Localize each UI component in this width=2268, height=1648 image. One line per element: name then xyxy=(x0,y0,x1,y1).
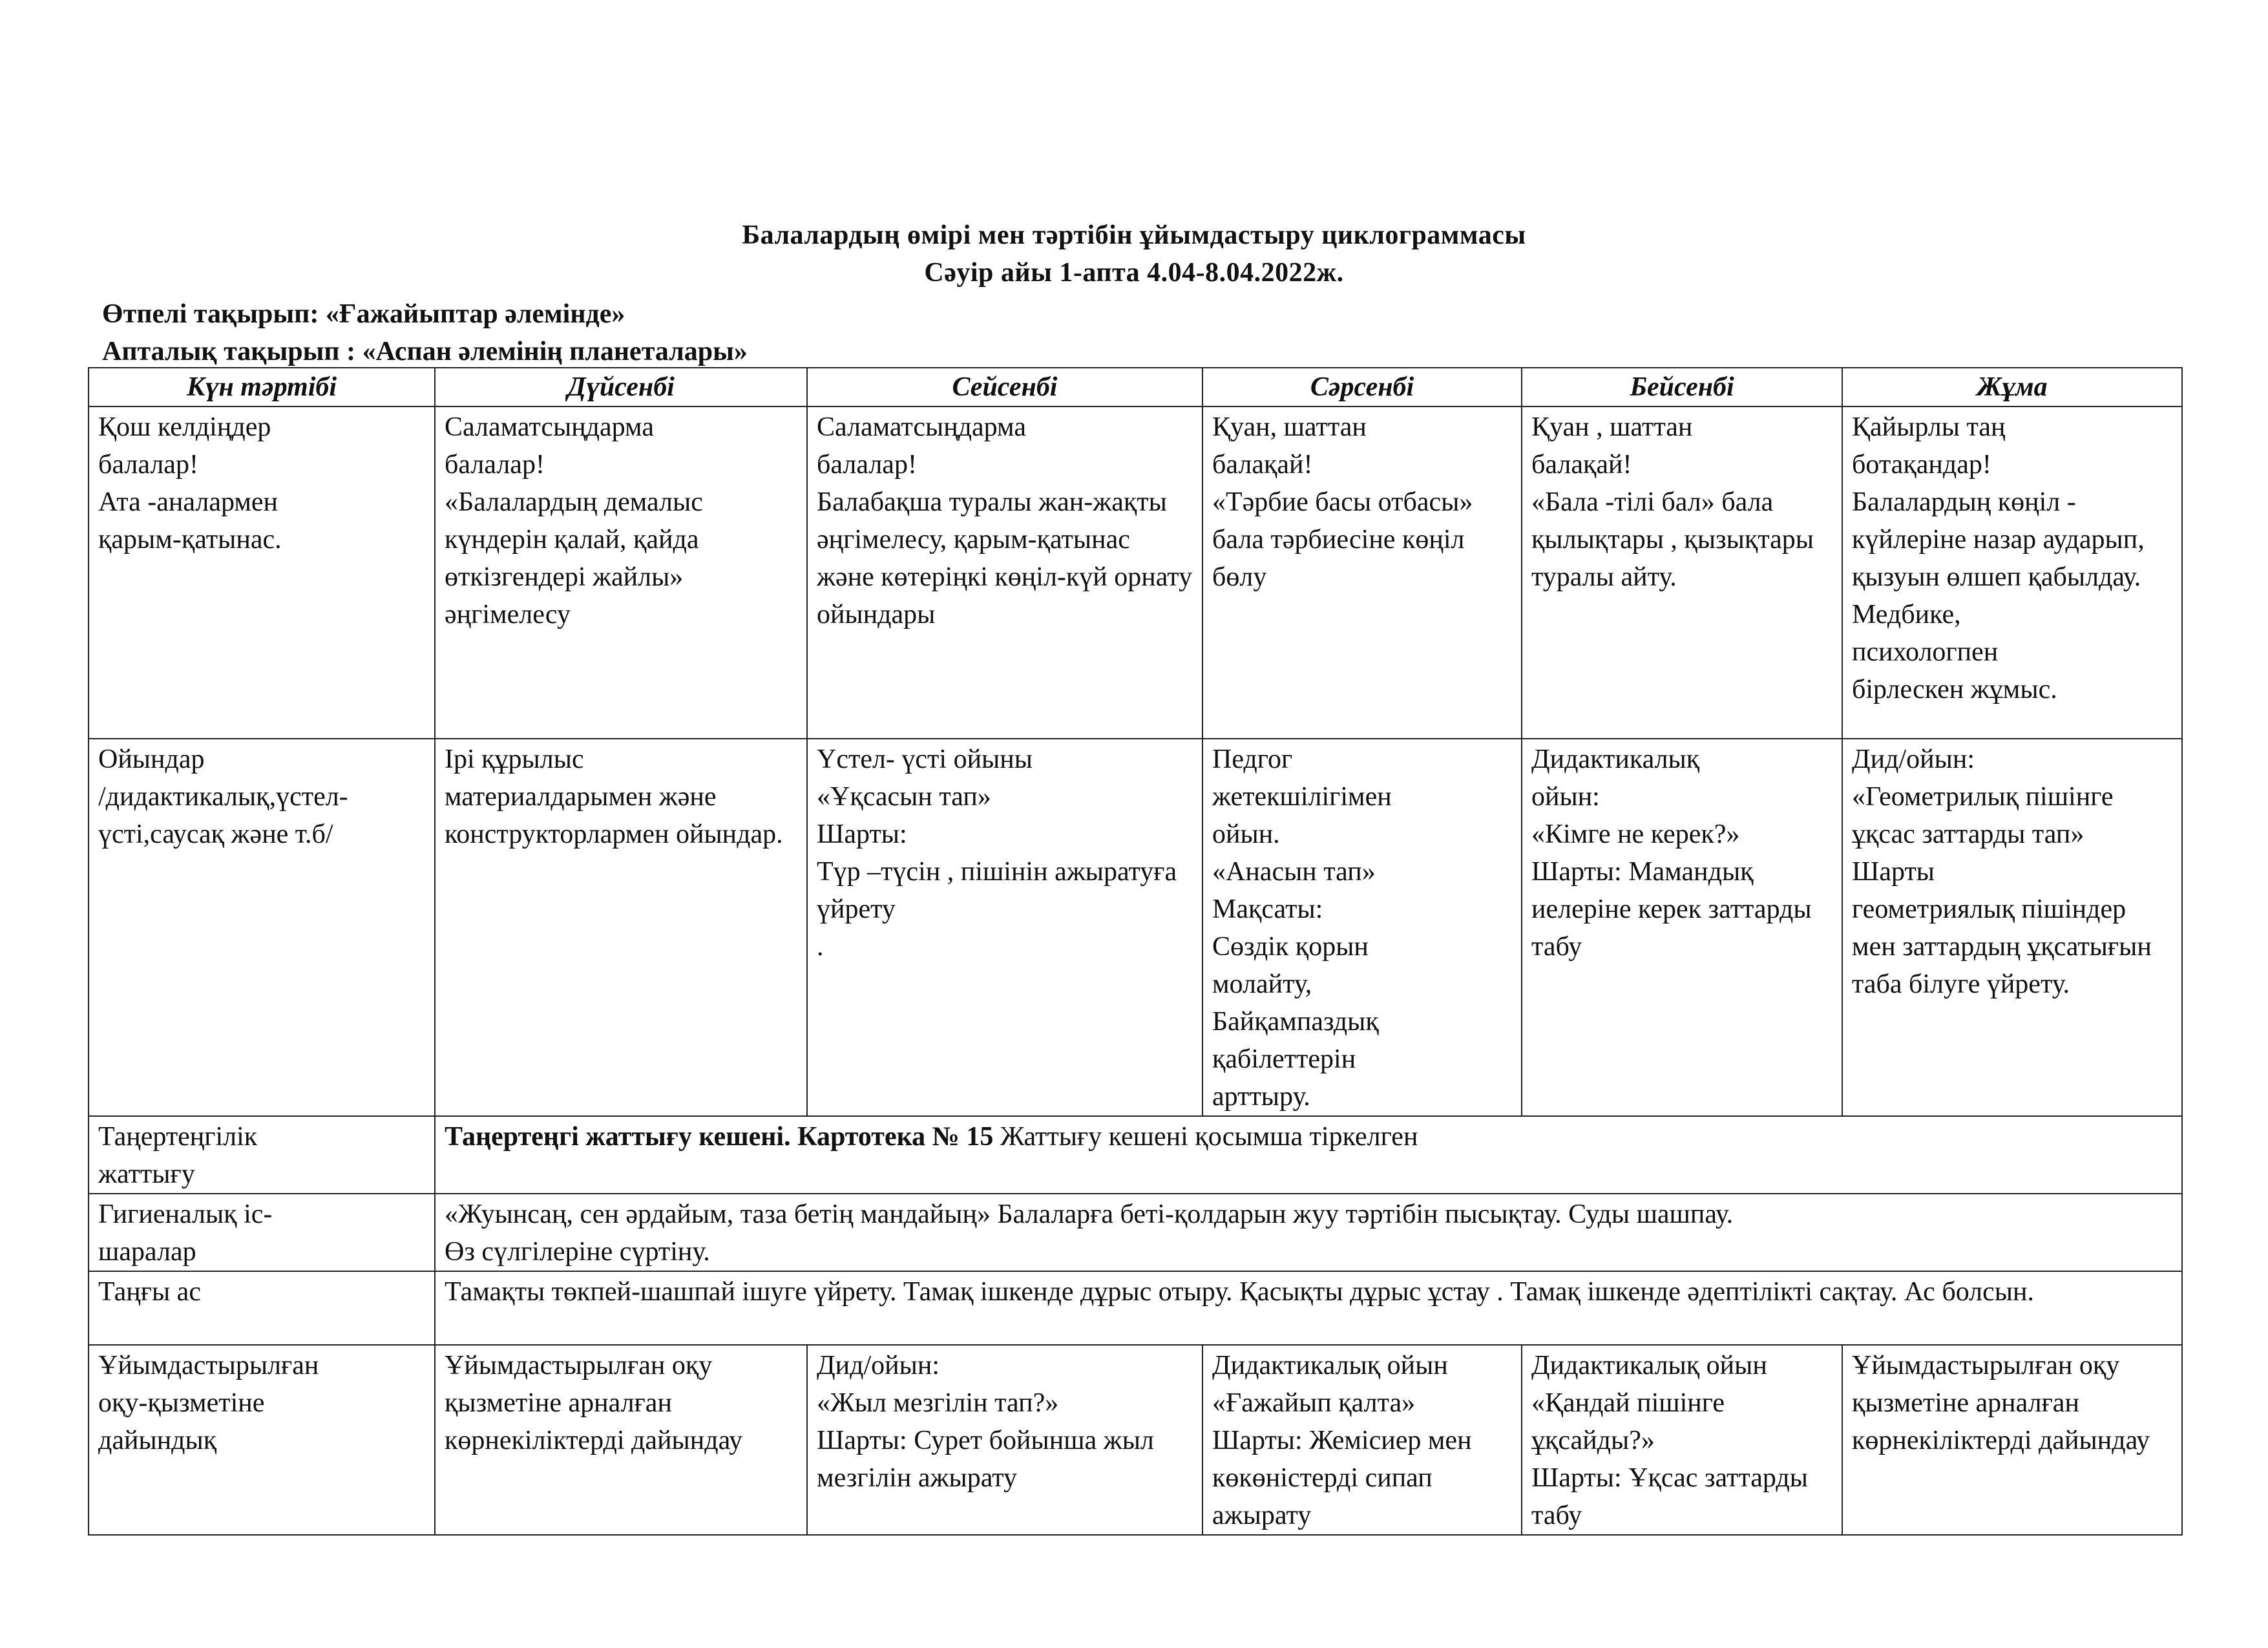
table-row xyxy=(89,1116,2182,1194)
table-cell: Педгог жетекшілігімен ойын. «Анасын тап» Мақсаты: Сөздік қорын молайту, Байқампаздық қабілеттерін арттыру. xyxy=(1202,739,1522,1116)
table-cell: Саламатсыңдарма балалар! «Балалардың демалыс күндерін қалай, қайда өткізгендері жайлы» әңгімелесу xyxy=(435,407,807,739)
merged-cell: Тамақты төкпей-шашпай ішуге үйрету. Тамақ ішкенде дұрыс отыру. Қасықты дұрыс ұстау . Тамақ ішкенде әдептілікті сақтау. Ас болсын. xyxy=(435,1271,2182,1345)
column-header: Жұма xyxy=(1842,368,2182,407)
table-cell: Қуан, шаттан балақай! «Тәрбие басы отбасы» бала тәрбиесіне көңіл бөлу xyxy=(1202,407,1522,739)
table-cell: Дидактикалық ойын «Қандай пішінге ұқсайды?» Шарты: Ұқсас заттарды табу xyxy=(1522,1345,1842,1535)
row-label: Таңертеңгілік жаттығу xyxy=(89,1116,435,1194)
table-cell: Дидактикалық ойын «Ғажайып қалта» Шарты: Жемісиер мен көкөністерді сипап ажырату xyxy=(1202,1345,1522,1535)
weekly-topic: Апталық тақырып : «Аспан әлемінің планеталары» xyxy=(102,337,748,366)
row-label: Ұйымдастырылған оқу-қызметіне дайындық xyxy=(89,1345,435,1535)
table-cell: Ірі құрылыс материалдарымен және конструкторлармен ойындар. xyxy=(435,739,807,1116)
table-row xyxy=(89,1345,2182,1535)
table-cell: Дид/ойын: «Геометрилық пішінге ұқсас заттарды тап» Шарты геометриялық пішіндер мен заттардың ұқсатығын таба білуге үйрету. xyxy=(1842,739,2182,1116)
table-row xyxy=(89,1271,2182,1345)
schedule-table xyxy=(88,367,2183,1536)
page-subtitle: Сәуір айы 1-апта 4.04-8.04.2022ж. xyxy=(924,258,1344,288)
row-label: Қош келдіңдер балалар! Ата -аналармен қарым-қатынас. xyxy=(89,407,435,739)
table-cell: Дид/ойын: «Жыл мезгілін тап?» Шарты: Сурет бойынша жыл мезгілін ажырату xyxy=(807,1345,1202,1535)
column-header: Бейсенбі xyxy=(1522,368,1842,407)
table-cell: Саламатсыңдарма балалар! Балабақша туралы жан-жақты әңгімелесу, қарым-қатынас және көтеріңкі көңіл-күй орнату ойындары xyxy=(807,407,1202,739)
table-row xyxy=(89,1194,2182,1271)
row-label: Ойындар /дидактикалық,үстел-үсті,саусақ және т.б/ xyxy=(89,739,435,1116)
table-header-row xyxy=(89,368,2182,407)
table-row xyxy=(89,739,2182,1116)
column-header: Күн тәртібі xyxy=(89,368,435,407)
row-label: Гигиеналық іс- шаралар xyxy=(89,1194,435,1271)
through-topic: Өтпелі тақырып: «Ғажайыптар әлемінде» xyxy=(102,299,625,329)
table-cell: Ұйымдастырылған оқу қызметіне арналған көрнекіліктерді дайындау xyxy=(1842,1345,2182,1535)
row-label: Таңғы ас xyxy=(89,1271,435,1345)
table-cell: Қайырлы таң ботақандар! Балалардың көңіл - күйлеріне назар аударып, қызуын өлшеп қабылдау. Медбике, психологпен бірлескен жұмыс. xyxy=(1842,407,2182,739)
page-title: Балалардың өмірі мен тәртібін ұйымдастыру циклограммасы xyxy=(742,220,1526,250)
table-cell: Қуан , шаттан балақай! «Бала -тілі бал» бала қылықтары , қызықтары туралы айту. xyxy=(1522,407,1842,739)
merged-cell xyxy=(435,1116,2182,1194)
merged-cell: «Жуынсаң, сен әрдайым, таза бетің мандайың» Балаларға беті-қолдарын жуу тәртібін пысықтау. Суды шашпау. Өз сүлгілеріне сүртіну. xyxy=(435,1194,2182,1271)
table-cell: Үстел- үсті ойыны «Ұқсасын тап» Шарты: Түр –түсін , пішінін ажыратуға үйрету . xyxy=(807,739,1202,1116)
table-row xyxy=(89,407,2182,739)
table-cell: Ұйымдастырылған оқу қызметіне арналған көрнекіліктерді дайындау xyxy=(435,1345,807,1535)
column-header: Сейсенбі xyxy=(807,368,1202,407)
column-header: Сәрсенбі xyxy=(1202,368,1522,407)
table-cell: Дидактикалық ойын: «Кімге не керек?» Шарты: Мамандық иелеріне керек заттарды табу xyxy=(1522,739,1842,1116)
exercise-title: Таңертеңгі жаттығу кешені. Картотека № 15 xyxy=(445,1122,994,1152)
exercise-note: Жаттығу кешені қосымша тіркелген xyxy=(993,1122,1418,1152)
column-header: Дүйсенбі xyxy=(435,368,807,407)
